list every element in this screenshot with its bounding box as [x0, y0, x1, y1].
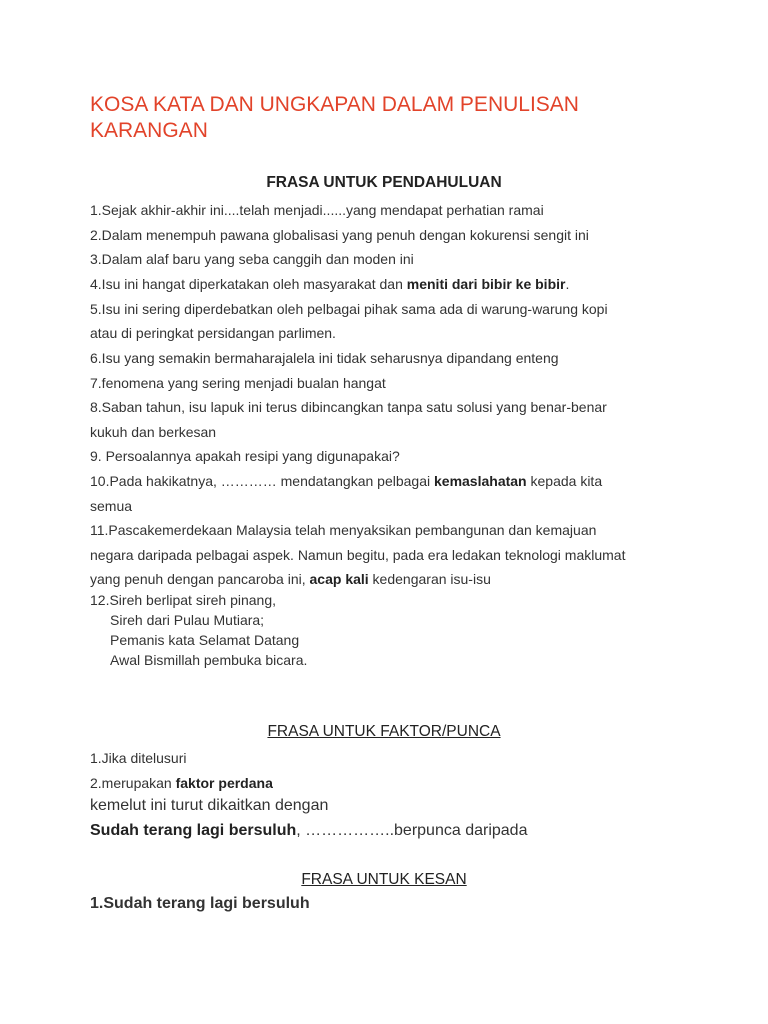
text-line: 1.Sejak akhir-akhir ini....telah menjadi......yang mendapat perhatian ramai — [90, 202, 544, 218]
text-line: kemelut ini turut dikaitkan dengan — [90, 797, 329, 814]
poem-line: Pemanis kata Selamat Datang — [110, 632, 300, 648]
text-span: kedengaran isu-isu — [368, 571, 491, 587]
section-heading-pendahuluan: FRASA UNTUK PENDAHULUAN — [266, 174, 502, 191]
section-heading-faktor-punca: FRASA UNTUK FAKTOR/PUNCA — [267, 723, 501, 740]
text-span: 4.Isu ini hangat diperkatakan oleh masyarakat dan — [90, 276, 407, 292]
text-line: 1.Jika ditelusuri — [90, 750, 187, 766]
text-line: atau di peringkat persidangan parlimen. — [90, 325, 336, 341]
text-line: 6.Isu yang semakin bermaharajalela ini tidak seharusnya dipandang enteng — [90, 350, 559, 366]
text-line: 2.Dalam menempuh pawana globalisasi yang penuh dengan kokurensi sengit ini — [90, 227, 589, 243]
text-span: , ……………..berpunca daripada — [296, 822, 528, 839]
text-line: negara daripada pelbagai aspek. Namun begitu, pada era ledakan teknologi maklumat — [90, 547, 626, 563]
bold-phrase: faktor perdana — [175, 775, 273, 791]
text-line: 5.Isu ini sering diperdebatkan oleh pelbagai pihak sama ada di warung-warung kopi — [90, 301, 608, 317]
text-line: 7.fenomena yang sering menjadi bualan hangat — [90, 375, 386, 391]
text-line — [90, 275, 690, 293]
text-line: kukuh dan berkesan — [90, 424, 217, 440]
text-line: 11.Pascakemerdekaan Malaysia telah menyaksikan pembangunan dan kemajuan — [90, 522, 597, 538]
text-line: 1.Sudah terang lagi bersuluh — [90, 895, 310, 912]
document-title: KOSA KATA DAN UNGKAPAN DALAM PENULISAN KARANGAN — [90, 93, 579, 142]
bold-phrase: meniti dari bibir ke bibir — [406, 276, 566, 292]
text-line: 9. Persoalannya apakah resipi yang digunapakai? — [90, 448, 400, 464]
poem-line: Awal Bismillah pembuka bicara. — [110, 652, 308, 668]
text-span: 2.merupakan — [90, 775, 176, 791]
bold-phrase: Sudah terang lagi bersuluh — [90, 822, 297, 839]
text-line — [90, 570, 690, 588]
bold-phrase: kemaslahatan — [434, 473, 527, 489]
text-line: 8.Saban tahun, isu lapuk ini terus dibincangkan tanpa satu solusi yang benar-benar — [90, 399, 607, 415]
text-span: . — [565, 276, 570, 292]
poem-line: Sireh dari Pulau Mutiara; — [110, 612, 265, 628]
text-line: 12.Sireh berlipat sireh pinang, — [90, 592, 277, 608]
text-line — [90, 774, 690, 792]
bold-phrase: acap kali — [309, 571, 369, 587]
text-line: semua — [90, 498, 133, 514]
text-span: 10.Pada hakikatnya, ………… mendatangkan pelbagai — [90, 473, 434, 489]
text-line — [90, 472, 690, 490]
text-line — [90, 822, 690, 840]
section-heading-kesan: FRASA UNTUK KESAN — [301, 871, 467, 888]
text-line: 3.Dalam alaf baru yang seba canggih dan moden ini — [90, 251, 414, 267]
text-span: yang penuh dengan pancaroba ini, — [90, 571, 310, 587]
text-span: kepada kita — [526, 473, 603, 489]
